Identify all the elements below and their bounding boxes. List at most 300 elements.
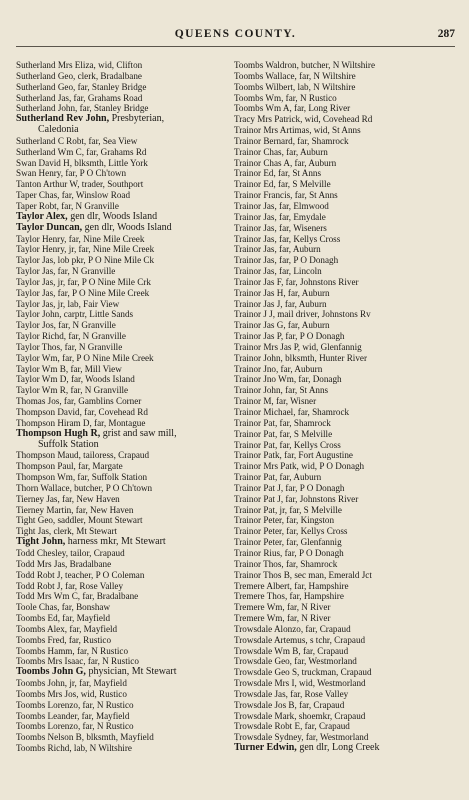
directory-entry	[16, 656, 238, 667]
entry-line	[16, 711, 238, 722]
entry-text: Trainor Pat, far, Shamrock	[234, 417, 331, 428]
entry-line	[16, 353, 238, 364]
entry-text: Tierney Martin, far, New Haven	[16, 504, 134, 515]
directory-entry	[16, 158, 238, 169]
entry-line	[234, 342, 459, 353]
entry-line	[234, 732, 459, 743]
entry-line	[16, 277, 238, 288]
entry-text: Sutherland Geo, far, Stanley Bridge	[16, 81, 147, 92]
directory-entry	[234, 353, 459, 364]
entry-text: Trainor Peter, far, Kingston	[234, 515, 335, 526]
entry-name: Thompson Hugh R,	[16, 428, 101, 439]
directory-entry	[234, 190, 459, 201]
entry-line	[16, 223, 238, 234]
entry-line	[16, 201, 238, 212]
directory-entry	[16, 570, 238, 581]
entry-text: Trowsdale Jas, far, Rose Valley	[234, 688, 349, 699]
header-rule	[16, 46, 455, 47]
entry-line	[16, 581, 238, 592]
directory-entry	[234, 136, 459, 147]
directory-entry	[234, 700, 459, 711]
entry-line	[234, 667, 459, 678]
directory-entry	[16, 526, 238, 537]
directory-entry	[16, 320, 238, 331]
entry-text: Sutherland Mrs Eliza, wid, Clifton	[16, 60, 143, 70]
directory-entry	[234, 602, 459, 613]
entry-text: Trainor Thos B, sec man, Emerald Jct	[234, 569, 372, 580]
entry-line	[234, 656, 459, 667]
entry-text: Taylor Jos, far, N Granville	[16, 320, 116, 331]
directory-entry	[16, 223, 238, 234]
entry-text: Thompson Maud, tailoress, Crapaud	[16, 450, 150, 461]
directory-entry	[16, 364, 238, 375]
entry-line	[234, 71, 459, 82]
directory-entry	[234, 255, 459, 266]
entry-text: Tracy Mrs Patrick, wid, Covehead Rd	[234, 114, 373, 125]
entry-text: Trainor Pat J, far, P O Donagh	[234, 482, 345, 493]
entry-line	[16, 743, 238, 754]
directory-entry	[16, 559, 238, 570]
entry-line	[234, 711, 459, 722]
entry-text: Thompson Paul, far, Margate	[16, 461, 123, 472]
entry-text: Trainor Chas, far, Auburn	[234, 146, 328, 157]
directory-entry	[234, 201, 459, 212]
entry-line	[16, 429, 238, 440]
directory-entry	[234, 364, 459, 375]
entry-text: Trowsdale Robt E, far, Crapaud	[234, 721, 350, 732]
entry-text: Trainor M, far, Wisner	[234, 396, 317, 407]
entry-line	[16, 212, 238, 223]
entry-text: Taylor Richd, far, N Granville	[16, 331, 126, 342]
entry-line	[234, 60, 459, 71]
entry-text: Toombs Lorenzo, far, N Rustico	[16, 721, 134, 732]
entry-text: Trainor Jas G, far, Auburn	[234, 320, 330, 331]
directory-entry	[16, 212, 238, 223]
directory-entry	[16, 168, 238, 179]
directory-entry	[16, 721, 238, 732]
entry-line	[234, 548, 459, 559]
entry-line	[234, 396, 459, 407]
entry-line	[234, 353, 459, 364]
entry-text: Tierney Jas, far, New Haven	[16, 493, 120, 504]
entry-line	[16, 624, 238, 635]
entry-text: Trainor Rius, far, P O Donagh	[234, 547, 344, 558]
entry-line	[234, 277, 459, 288]
directory-entry	[234, 223, 459, 234]
entry-line	[234, 93, 459, 104]
directory-entry	[16, 537, 238, 548]
entry-text: Taylor Henry, far, Nine Mile Creek	[16, 233, 145, 244]
entry-text: Taylor Jas, lob pkr, P O Nine Mile Ck	[16, 255, 155, 266]
entry-text: Sutherland John, far, Stanley Bridge	[16, 103, 149, 114]
directory-entry	[16, 71, 238, 82]
entry-line	[16, 71, 238, 82]
directory-entry	[16, 179, 238, 190]
entry-text: Toombs Mrs Jos, wid, Rustico	[16, 688, 127, 699]
page-number: 287	[437, 28, 455, 40]
directory-entry	[16, 407, 238, 418]
entry-line	[234, 407, 459, 418]
entry-line	[16, 299, 238, 310]
directory-entry	[16, 309, 238, 320]
entry-text: Trainor Peter, far, Glenfannig	[234, 537, 342, 548]
entry-line	[234, 440, 459, 451]
entry-line	[234, 179, 459, 190]
directory-entry	[234, 559, 459, 570]
directory-entry	[16, 515, 238, 526]
entry-line	[234, 266, 459, 277]
entry-text: Taylor Wm, far, P O Nine Mile Creek	[16, 352, 154, 363]
directory-entry	[16, 624, 238, 635]
entry-text: Trainor Chas A, far, Auburn	[234, 157, 337, 168]
directory-entry	[234, 71, 459, 82]
entry-text: grist and saw mill,	[100, 428, 177, 439]
entry-text: Trainor Mrs Artimas, wid, St Anns	[234, 125, 361, 136]
entry-text: Trowsdale Mrs I, wid, Westmorland	[234, 678, 366, 689]
directory-entry	[234, 667, 459, 678]
directory-entry	[16, 396, 238, 407]
directory-entry	[234, 689, 459, 700]
entry-line	[234, 700, 459, 711]
entry-text: Taylor John, carptr, Little Sands	[16, 309, 134, 320]
directory-entry	[16, 234, 238, 245]
entry-text: Sutherland Jas, far, Grahams Road	[16, 92, 143, 103]
directory-entry	[234, 93, 459, 104]
entry-line	[16, 266, 238, 277]
entry-text: Toombs Richd, lab, N Wiltshire	[16, 743, 132, 754]
entry-line	[234, 635, 459, 646]
entry-line	[234, 624, 459, 635]
entry-text: Trainor Jas, far, Wiseners	[234, 222, 327, 233]
entry-line	[234, 190, 459, 201]
entry-text: Taylor Wm D, far, Woods Island	[16, 374, 135, 385]
entry-text: Taylor Jas, jr, lab, Fair View	[16, 298, 120, 309]
entry-line	[234, 244, 459, 255]
directory-entry	[234, 537, 459, 548]
entry-line	[16, 385, 238, 396]
entry-text: Trainor John, blksmth, Hunter River	[234, 352, 367, 363]
entry-text: Trainor Jas, far, Auburn	[234, 244, 321, 255]
entry-line	[234, 201, 459, 212]
entry-line	[16, 93, 238, 104]
entry-line	[16, 234, 238, 245]
directory-entry	[234, 60, 459, 71]
directory-entry	[234, 678, 459, 689]
entry-line	[16, 364, 238, 375]
entry-line	[16, 591, 238, 602]
entry-text: Taylor Thos, far, N Granville	[16, 341, 123, 352]
directory-entry	[234, 82, 459, 93]
entry-text: Trowsdale Alonzo, far, Crapaud	[234, 623, 351, 634]
entry-text: Taylor Jas, jr, far, P O Nine Mile Crk	[16, 276, 151, 287]
entry-text: Tremere Wm, far, N River	[234, 602, 331, 613]
entry-text: Trainor Pat, far, S Melville	[234, 428, 333, 439]
directory-entry	[16, 429, 238, 451]
entry-text: Trowsdale Sydney, far, Westmorland	[234, 732, 369, 743]
entry-line	[16, 158, 238, 169]
entry-text: Taper Robt, far, N Granville	[16, 200, 119, 211]
entry-text: Toombs Waldron, butcher, N Wiltshire	[234, 60, 375, 70]
entry-text: gen dlr, Long Creek	[296, 743, 380, 754]
directory-entry	[16, 342, 238, 353]
directory-entry	[234, 342, 459, 353]
directory-entry	[16, 743, 238, 754]
directory-entry	[16, 299, 238, 310]
directory-entry	[234, 147, 459, 158]
directory-entry	[16, 201, 238, 212]
entry-line	[16, 374, 238, 385]
entry-name: Toombs John G,	[16, 667, 86, 678]
entry-text: Sutherland Wm C, far, Grahams Rd	[16, 146, 147, 157]
entry-line	[234, 483, 459, 494]
directory-entry	[234, 288, 459, 299]
directory-entry	[16, 667, 238, 678]
entry-text: Todd Mrs Wm C, far, Bradalbane	[16, 591, 139, 602]
entry-line	[16, 179, 238, 190]
entry-text: Trowsdale Mark, shoemkr, Crapaud	[234, 710, 366, 721]
directory-entry	[16, 385, 238, 396]
directory-entry	[234, 385, 459, 396]
directory-entry	[234, 526, 459, 537]
entry-line	[234, 515, 459, 526]
entry-text: Trowsdale Artemus, s tchr, Crapaud	[234, 634, 366, 645]
entry-text: Trainor Mrs Patk, wid, P O Donagh	[234, 461, 365, 472]
directory-entry	[234, 396, 459, 407]
entry-text: Trainor Mrs Jas P, wid, Glenfannig	[234, 341, 362, 352]
entry-line	[234, 602, 459, 613]
entry-line	[16, 396, 238, 407]
entry-line	[234, 223, 459, 234]
entry-line	[234, 689, 459, 700]
entry-text: Toombs Hamm, far, N Rustico	[16, 645, 129, 656]
entry-line	[234, 125, 459, 136]
directory-entry	[16, 613, 238, 624]
entry-text: Toombs Lorenzo, far, N Rustico	[16, 699, 134, 710]
entry-line	[234, 450, 459, 461]
entry-line	[234, 331, 459, 342]
entry-line	[234, 581, 459, 592]
entry-text: Taper Chas, far, Winslow Road	[16, 190, 131, 201]
entry-line	[234, 234, 459, 245]
directory-entry	[234, 266, 459, 277]
entry-name: Sutherland Rev John,	[16, 114, 110, 125]
entry-line	[16, 602, 238, 613]
entry-line	[234, 429, 459, 440]
directory-entry	[16, 505, 238, 516]
directory-entry	[16, 277, 238, 288]
entry-line	[234, 255, 459, 266]
entry-line	[234, 526, 459, 537]
directory-entry	[16, 548, 238, 559]
left-column	[16, 60, 238, 754]
directory-entry	[234, 656, 459, 667]
entry-line	[16, 407, 238, 418]
directory-entry	[234, 624, 459, 635]
entry-line	[16, 559, 238, 570]
entry-text: Trainor Bernard, far, Shamrock	[234, 135, 349, 146]
entry-line	[234, 374, 459, 385]
entry-text: Trainor Jas, far, Elmwood	[234, 200, 329, 211]
directory-entry	[234, 168, 459, 179]
entry-text: Trowsdale Jos B, far, Crapaud	[234, 699, 345, 710]
directory-entry	[16, 82, 238, 93]
entry-line	[16, 689, 238, 700]
directory-entry	[234, 418, 459, 429]
entry-line	[16, 82, 238, 93]
entry-line	[16, 494, 238, 505]
entry-text: Thompson David, far, Covehead Rd	[16, 407, 148, 417]
directory-entry	[16, 60, 238, 71]
directory-entry	[234, 309, 459, 320]
directory-entry	[16, 591, 238, 602]
entry-text: Trainor Jno Wm, far, Donagh	[234, 374, 342, 385]
entry-line	[234, 385, 459, 396]
entry-line	[16, 548, 238, 559]
directory-entry	[234, 711, 459, 722]
directory-entry	[234, 125, 459, 136]
directory-entry	[234, 440, 459, 451]
right-column	[234, 60, 459, 754]
directory-entry	[234, 570, 459, 581]
directory-entry	[16, 288, 238, 299]
directory-entry	[234, 299, 459, 310]
entry-line	[16, 60, 238, 71]
entry-text: Tight Jas, clerk, Mt Stewart	[16, 526, 118, 537]
entry-text: Trowsdale Geo S, truckman, Crapaud	[234, 667, 372, 678]
entry-text: Trainor Peter, far, Kellys Cross	[234, 526, 348, 537]
entry-text: Todd Robt J, far, Rose Valley	[16, 580, 124, 591]
entry-text: Taylor Wm R, far, N Granville	[16, 385, 129, 396]
entry-line	[16, 147, 238, 158]
entry-line	[16, 700, 238, 711]
entry-line	[16, 136, 238, 147]
entry-line	[16, 515, 238, 526]
entry-line	[234, 299, 459, 310]
directory-entry	[16, 244, 238, 255]
directory-entry	[16, 418, 238, 429]
entry-text: Swan Henry, far, P O Ch'town	[16, 168, 127, 179]
directory-entry	[234, 483, 459, 494]
directory-entry	[234, 234, 459, 245]
directory-entry	[234, 179, 459, 190]
directory-entry	[16, 732, 238, 743]
entry-text: Toombs Wilbert, lab, N Wiltshire	[234, 81, 356, 92]
directory-entry	[234, 581, 459, 592]
directory-entry	[234, 103, 459, 114]
entry-line	[234, 114, 459, 125]
directory-entry	[234, 114, 459, 125]
entry-line	[234, 721, 459, 732]
directory-entry	[16, 461, 238, 472]
entry-line	[16, 526, 238, 537]
entry-line	[234, 136, 459, 147]
entry-text: Trainor Patk, far, Fort Augustine	[234, 450, 353, 461]
entry-line	[234, 678, 459, 689]
entry-line	[16, 103, 238, 114]
directory-entry	[16, 103, 238, 114]
directory-entry	[234, 429, 459, 440]
directory-entry	[234, 472, 459, 483]
entry-line	[234, 320, 459, 331]
entry-text: Todd Robt J, teacher, P O Coleman	[16, 569, 145, 580]
directory-entry	[16, 353, 238, 364]
entry-line	[16, 331, 238, 342]
entry-text: Sutherland Geo, clerk, Bradalbane	[16, 70, 142, 81]
directory-entry	[16, 635, 238, 646]
directory-entry	[16, 678, 238, 689]
entry-line	[16, 678, 238, 689]
entry-text: Swan David H, blksmth, Little York	[16, 157, 148, 168]
entry-line	[16, 288, 238, 299]
entry-line	[16, 461, 238, 472]
entry-text: Trainor John, far, St Anns	[234, 385, 329, 396]
directory-entry	[16, 646, 238, 657]
page-title: QUEENS COUNTY.	[174, 28, 297, 40]
entry-text: Taylor Jas, far, P O Nine Mile Creek	[16, 287, 150, 298]
entry-line	[16, 255, 238, 266]
entry-line	[16, 537, 238, 548]
entry-name: Taylor Alex,	[16, 211, 68, 222]
entry-text: gen dlr, Woods Island	[67, 211, 158, 222]
entry-text: Trainor Jas H, far, Auburn	[234, 287, 330, 298]
entry-text: Trainor Jas, far, Lincoln	[234, 266, 322, 277]
entry-text: Taylor Jas, far, N Granville	[16, 266, 116, 277]
entry-name: Tight John,	[16, 537, 66, 548]
entry-text: Trainor J J, mail driver, Johnstons Rv	[234, 309, 371, 320]
directory-entry	[16, 472, 238, 483]
entry-line	[16, 635, 238, 646]
entry-line	[16, 505, 238, 516]
entry-line	[234, 505, 459, 516]
directory-entry	[16, 602, 238, 613]
directory-entry	[16, 689, 238, 700]
entry-text: Trainor Ed, far, St Anns	[234, 168, 321, 179]
entry-line	[16, 320, 238, 331]
page-header	[16, 28, 455, 42]
entry-line	[16, 190, 238, 201]
entry-text: Toombs Fred, far, Rustico	[16, 634, 112, 645]
entry-text: Trowsdale Geo, far, Westmorland	[234, 656, 357, 667]
entry-line	[234, 570, 459, 581]
entry-continuation: Caledonia	[38, 124, 79, 136]
entry-line	[16, 646, 238, 657]
entry-text: Toombs Leander, far, Mayfield	[16, 710, 130, 721]
directory-entry	[234, 613, 459, 624]
entry-text: Taylor Henry, jr, far, Nine Mile Creek	[16, 244, 155, 255]
entry-text: Trainor Thos, far, Shamrock	[234, 558, 338, 569]
directory-entry	[16, 700, 238, 711]
directory-entry	[234, 743, 459, 754]
entry-line	[16, 309, 238, 320]
directory-entry	[234, 494, 459, 505]
entry-name: Taylor Duncan,	[16, 222, 83, 233]
directory-entry	[16, 494, 238, 505]
entry-text: Trainor Jas, far, Kellys Cross	[234, 233, 341, 244]
entry-text: Toole Chas, far, Bonshaw	[16, 602, 111, 613]
directory-entry	[16, 374, 238, 385]
entry-text: Sutherland C Robt, far, Sea View	[16, 135, 138, 146]
entry-text: Toombs Mrs Isaac, far, N Rustico	[16, 656, 139, 667]
entry-text: physician, Mt Stewart	[85, 667, 177, 678]
entry-text: Toombs Wm, far, N Rustico	[234, 92, 337, 103]
entry-text: Trainor Pat, far, Kellys Cross	[234, 439, 341, 450]
directory-entry	[234, 212, 459, 223]
entry-text: Tight Geo, saddler, Mount Stewart	[16, 515, 143, 526]
directory-entry	[234, 548, 459, 559]
entry-text: Tremere Albert, far, Hampshire	[234, 580, 349, 591]
entry-text: Todd Mrs Jas, Bradalbane	[16, 558, 112, 569]
entry-text: Thompson Wm, far, Suffolk Station	[16, 472, 148, 483]
